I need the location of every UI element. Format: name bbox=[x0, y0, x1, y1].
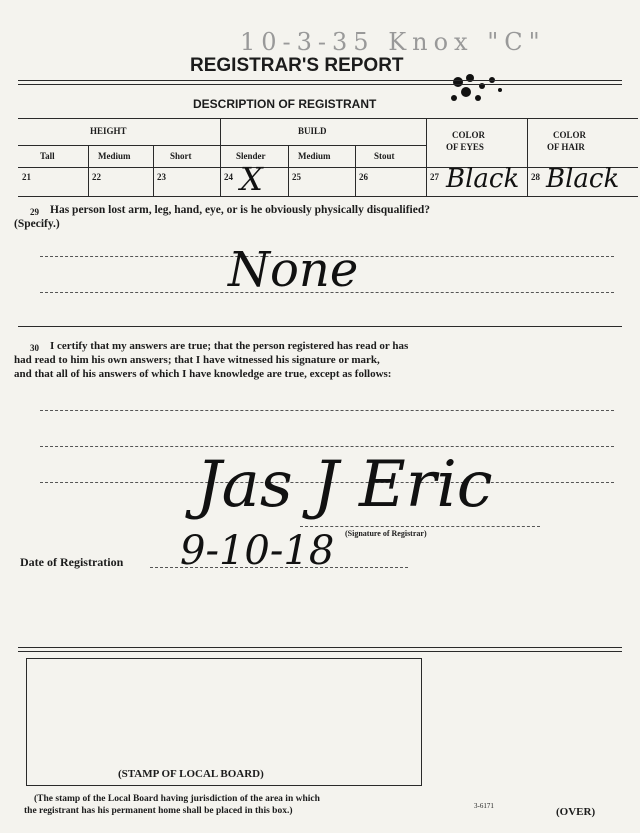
archive-stamp: 10-3-35 Knox "C" bbox=[240, 28, 546, 56]
stamp-note-1: (The stamp of the Local Board having jurisdiction of the area in which bbox=[34, 794, 320, 804]
bottom-rule bbox=[18, 647, 622, 648]
q30-line-b bbox=[40, 446, 614, 447]
eyes-value: Black bbox=[446, 164, 520, 194]
col-medium-build: Medium bbox=[298, 151, 331, 161]
q29-specify: (Specify.) bbox=[14, 218, 60, 230]
q30-line-a bbox=[40, 410, 614, 411]
q30-line-2: had read to him his own answers; that I have witnessed his signature or mark, bbox=[14, 354, 380, 366]
field-21: 21 bbox=[22, 172, 31, 182]
over-label: (OVER) bbox=[556, 806, 596, 818]
col-short: Short bbox=[170, 151, 192, 161]
q30-number: 30 bbox=[30, 343, 39, 353]
eyes-header-2: OF EYES bbox=[446, 142, 484, 152]
hair-value: Black bbox=[546, 164, 620, 194]
form-subtitle: DESCRIPTION OF REGISTRANT bbox=[193, 97, 377, 111]
build-header: BUILD bbox=[298, 126, 327, 136]
q29-answer: None bbox=[228, 242, 359, 298]
field-24: 24 bbox=[224, 172, 233, 182]
col-medium-height: Medium bbox=[98, 151, 131, 161]
hair-header-2: OF HAIR bbox=[547, 142, 585, 152]
field-27: 27 bbox=[430, 172, 439, 182]
section-rule bbox=[18, 326, 622, 327]
ink-blot bbox=[448, 72, 508, 106]
field-25: 25 bbox=[292, 172, 301, 182]
registrar-signature: Jas J Eric bbox=[196, 448, 493, 522]
col-stout: Stout bbox=[374, 151, 395, 161]
form-number: 3-6171 bbox=[474, 802, 494, 810]
title-rule-2 bbox=[18, 84, 622, 85]
date-label: Date of Registration bbox=[20, 555, 124, 569]
registration-date: 9-10-18 bbox=[180, 528, 335, 574]
field-22: 22 bbox=[92, 172, 101, 182]
stamp-box-label: (STAMP OF LOCAL BOARD) bbox=[118, 768, 264, 780]
col-tall: Tall bbox=[40, 151, 55, 161]
field-26: 26 bbox=[359, 172, 368, 182]
signature-line bbox=[300, 526, 540, 527]
title-rule bbox=[18, 80, 622, 81]
field-28: 28 bbox=[531, 172, 540, 182]
eyes-header-1: COLOR bbox=[452, 130, 486, 140]
signature-caption: (Signature of Registrar) bbox=[345, 529, 427, 538]
q30-line-1: I certify that my answers are true; that the person registered has read or has bbox=[50, 340, 409, 352]
height-header: HEIGHT bbox=[90, 126, 127, 136]
slender-mark: X bbox=[240, 160, 263, 198]
form-title: REGISTRAR'S REPORT bbox=[190, 55, 404, 76]
col-slender: Slender bbox=[236, 151, 266, 161]
field-23: 23 bbox=[157, 172, 166, 182]
hair-header-1: COLOR bbox=[553, 130, 587, 140]
stamp-box bbox=[26, 658, 422, 786]
q30-line-3: and that all of his answers of which I have knowledge are true, except as follows: bbox=[14, 368, 392, 380]
bottom-rule-2 bbox=[18, 651, 622, 652]
q29-number: 29 bbox=[30, 207, 39, 217]
stamp-note-2: the registrant has his permanent home shall be placed in this box.) bbox=[24, 806, 293, 816]
q29-text: Has person lost arm, leg, hand, eye, or is he obviously physically disqualified? bbox=[50, 204, 430, 216]
